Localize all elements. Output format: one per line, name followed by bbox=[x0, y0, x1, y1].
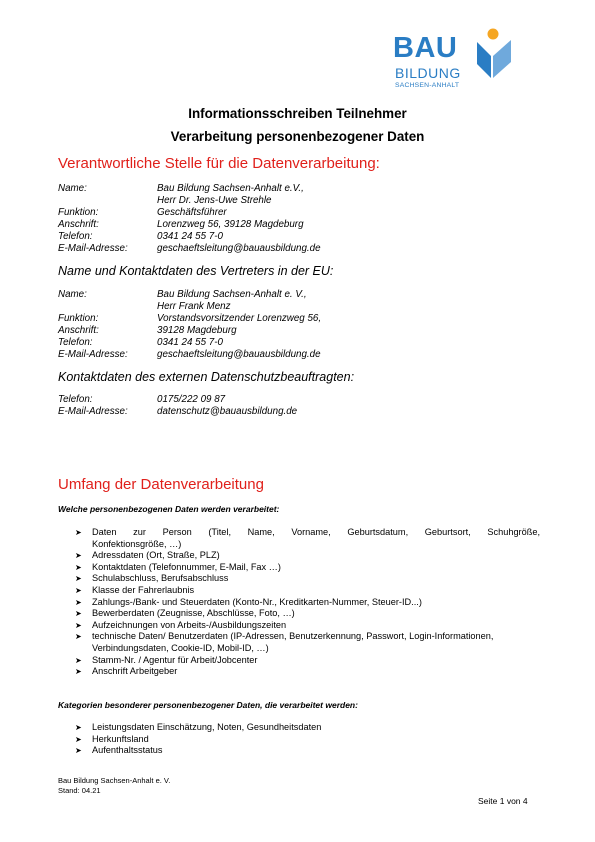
list-item: ➤ Aufenthaltsstatus bbox=[75, 745, 163, 756]
page-subtitle: Verarbeitung personenbezogener Daten bbox=[170, 129, 425, 144]
list-item: ➤ Anschrift Arbeitgeber bbox=[75, 666, 178, 677]
email-link[interactable]: datenschutz@bauausbildung.de bbox=[157, 406, 298, 417]
arrow-bullet-icon: ➤ bbox=[75, 585, 82, 595]
section-heading-responsible: Verantwortliche Stelle für die Datenverarbeitung: bbox=[58, 155, 380, 172]
arrow-bullet-icon: ➤ bbox=[75, 609, 82, 619]
section-heading-eu-representative: Name und Kontaktdaten des Vertreters in der EU: bbox=[58, 264, 334, 278]
responsible-contact-block bbox=[58, 183, 538, 255]
arrow-bullet-icon: ➤ bbox=[75, 574, 82, 584]
page-number: Seite 1 von 4 bbox=[478, 796, 528, 806]
list-item: ➤ Aufzeichnungen von Arbeits-/Ausbildungszeiten bbox=[75, 619, 287, 630]
subheading-personal-data: Welche personenbezogenen Daten werden verarbeitet: bbox=[58, 504, 280, 514]
list-item: ➤ Stamm-Nr. / Agentur für Arbeit/Jobcenter bbox=[75, 654, 258, 665]
arrow-bullet-icon: ➤ bbox=[75, 597, 82, 607]
list-item: ➤ technische Daten/ Benutzerdaten (IP-Adressen, Benutzerkennung, Passwort, Login-Informationen, Verbindungsdaten, Cookie-ID, Mobil-ID, …) bbox=[75, 631, 494, 653]
list-item: ➤ Klasse der Fahrerlaubnis bbox=[75, 584, 195, 595]
email-link[interactable]: geschaeftsleitung@bauausbildung.de bbox=[157, 349, 321, 360]
subheading-special-categories: Kategorien besonderer personenbezogener Daten, die verarbeitet werden: bbox=[58, 700, 358, 710]
logo-text-subtitle: SACHSEN-ANHALT bbox=[395, 82, 460, 89]
contact-row: Name: Bau Bildung Sachsen-Anhalt e. V., bbox=[58, 289, 307, 300]
arrow-bullet-icon: ➤ bbox=[75, 723, 82, 732]
section-heading-data-protection-officer: Kontaktdaten des externen Datenschutzbeauftragten: bbox=[58, 370, 355, 384]
arrow-bullet-icon: ➤ bbox=[75, 667, 82, 677]
contact-row: Funktion: Geschäftsführer bbox=[58, 207, 227, 218]
list-item: ➤ Kontaktdaten (Telefonnummer, E-Mail, Fax …) bbox=[75, 561, 281, 572]
data-protection-officer-block bbox=[58, 394, 538, 418]
contact-row: E-Mail-Adresse: geschaeftsleitung@bauausbildung.de bbox=[58, 243, 321, 254]
arrow-bullet-icon: ➤ bbox=[75, 632, 82, 642]
list-item: ➤ Daten zur Person (Titel, Name, Vorname, Geburtsdatum, Geburtsort, Schuhgröße, Konfektionsgröße, …) bbox=[75, 527, 540, 549]
contact-row: E-Mail-Adresse: datenschutz@bauausbildung.de bbox=[58, 406, 298, 417]
logo-text-bildung: BILDUNG bbox=[395, 65, 461, 81]
contact-row: Anschrift: Lorenzweg 56, 39128 Magdeburg bbox=[58, 219, 304, 230]
contact-row: Name: Bau Bildung Sachsen-Anhalt e.V., bbox=[58, 183, 304, 194]
contact-row: Herr Dr. Jens-Uwe Strehle bbox=[157, 195, 272, 206]
arrow-bullet-icon: ➤ bbox=[75, 551, 82, 561]
arrow-bullet-icon: ➤ bbox=[75, 655, 82, 665]
personal-data-list bbox=[58, 527, 540, 678]
arrow-bullet-icon: ➤ bbox=[75, 528, 82, 537]
list-item: ➤ Zahlungs-/Bank- und Steuerdaten (Konto-Nr., Kreditkarten-Nummer, Steuer-ID...) bbox=[75, 596, 422, 607]
contact-row: Anschrift: 39128 Magdeburg bbox=[58, 325, 237, 336]
contact-row: Herr Frank Menz bbox=[157, 301, 231, 312]
contact-row: Telefon: 0341 24 55 7-0 bbox=[58, 337, 223, 348]
list-item: ➤ Adressdaten (Ort, Straße, PLZ) bbox=[75, 550, 220, 561]
arrow-bullet-icon: ➤ bbox=[75, 746, 82, 756]
list-item: ➤ Bewerberdaten (Zeugnisse, Abschlüsse, Foto, …) bbox=[75, 608, 295, 619]
contact-row: Funktion: Vorstandsvorsitzender Lorenzweg 56, bbox=[58, 313, 322, 324]
footer-stand: Stand: 04.21 bbox=[58, 786, 101, 795]
section-heading-scope: Umfang der Datenverarbeitung bbox=[58, 476, 264, 493]
contact-row: E-Mail-Adresse: geschaeftsleitung@bauausbildung.de bbox=[58, 349, 321, 360]
arrow-bullet-icon: ➤ bbox=[75, 734, 82, 744]
footer-organization: Bau Bildung Sachsen-Anhalt e. V. bbox=[58, 776, 171, 785]
contact-row: Telefon: 0175/222 09 87 bbox=[58, 394, 226, 405]
logo-text-bau: BAU bbox=[393, 32, 458, 64]
email-link[interactable]: geschaeftsleitung@bauausbildung.de bbox=[157, 243, 321, 254]
page-title: Informationsschreiben Teilnehmer bbox=[188, 106, 407, 121]
logo-mark-icon bbox=[475, 28, 515, 80]
list-item: ➤ Herkunftsland bbox=[75, 733, 149, 744]
special-categories-list bbox=[58, 722, 540, 757]
list-item: ➤ Leistungsdaten Einschätzung, Noten, Gesundheitsdaten bbox=[75, 722, 322, 732]
list-item: ➤ Schulabschluss, Berufsabschluss bbox=[75, 573, 229, 584]
contact-row: Telefon: 0341 24 55 7-0 bbox=[58, 231, 223, 242]
arrow-bullet-icon: ➤ bbox=[75, 620, 82, 630]
arrow-bullet-icon: ➤ bbox=[75, 562, 82, 572]
company-logo bbox=[393, 28, 515, 92]
eu-representative-block bbox=[58, 289, 538, 361]
